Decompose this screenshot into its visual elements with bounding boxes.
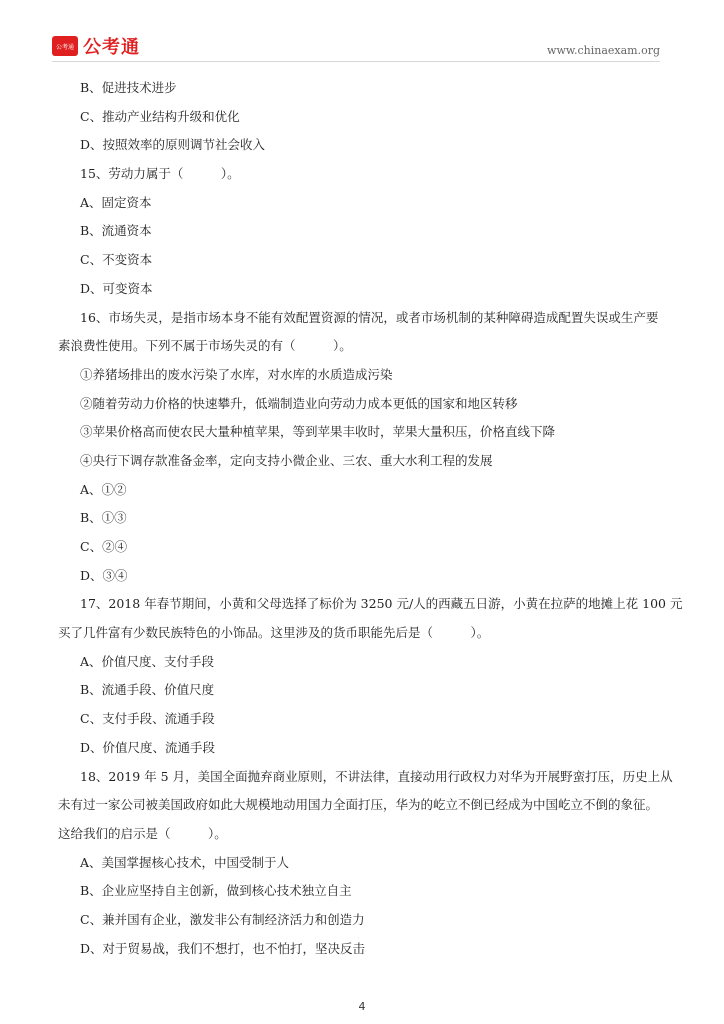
option-line: C、兼并国有企业，激发非公有制经济活力和创造力 xyxy=(80,911,365,927)
option-line: D、对于贸易战，我们不想打，也不怕打，坚决反击 xyxy=(80,940,366,956)
option-line: A、固定资本 xyxy=(80,194,152,210)
option-line: D、价值尺度、流通手段 xyxy=(80,739,216,755)
question-line: 素浪费性使用。下列不属于市场失灵的有（ ）。 xyxy=(58,338,352,354)
option-line: D、按照效率的原则调节社会收入 xyxy=(80,137,266,153)
question-line: 18、2019 年 5 月，美国全面抛弃商业原则，不讲法律，直接动用行政权力对华为开展野蛮打压，历史上从 xyxy=(80,768,673,784)
option-line: B、流通资本 xyxy=(80,223,152,239)
statement-line: ③苹果价格高而使农民大量种植苹果，等到苹果丰收时，苹果大量积压，价格直线下降 xyxy=(80,424,556,440)
site-url: www.chinaexam.org xyxy=(547,44,660,57)
statement-line: ①养猪场排出的废水污染了水库，对水库的水质造成污染 xyxy=(80,366,393,382)
document-body xyxy=(58,74,683,963)
option-line: B、①③ xyxy=(80,510,127,526)
page-number: 4 xyxy=(358,1000,366,1013)
page-header xyxy=(0,0,724,64)
option-line: C、支付手段、流通手段 xyxy=(80,711,215,727)
question-line: 买了几件富有少数民族特色的小饰品。这里涉及的货币职能先后是（ ）。 xyxy=(58,625,490,641)
statement-line: ④央行下调存款准备金率，定向支持小微企业、三农、重大水利工程的发展 xyxy=(80,452,493,468)
logo xyxy=(52,33,140,59)
logo-badge: 公考通 xyxy=(52,36,78,56)
question-line: 15、劳动力属于（ ）。 xyxy=(80,166,240,182)
option-line: C、②④ xyxy=(80,539,128,554)
option-line: B、促进技术进步 xyxy=(80,80,177,95)
option-line: D、可变资本 xyxy=(80,280,153,296)
option-line: B、企业应坚持自主创新，做到核心技术独立自主 xyxy=(80,883,352,899)
option-line: C、推动产业结构升级和优化 xyxy=(80,108,240,124)
logo-text: 公考通 xyxy=(83,37,140,58)
question-line: 16、市场失灵，是指市场本身不能有效配置资源的情况，或者市场机制的某种障碍造成配置失误或生产要 xyxy=(80,309,659,325)
option-line: C、不变资本 xyxy=(80,252,153,268)
option-line: D、③④ xyxy=(80,567,128,583)
option-line: B、流通手段、价值尺度 xyxy=(80,682,215,698)
statement-line: ②随着劳动力价格的快速攀升，低端制造业向劳动力成本更低的国家和地区转移 xyxy=(80,395,518,411)
question-line: 未有过一家公司被美国政府如此大规模地动用国力全面打压，华为的屹立不倒已经成为中国屹立不倒的象征。 xyxy=(58,797,659,813)
option-line: A、①② xyxy=(80,481,127,497)
option-line: A、美国掌握核心技术，中国受制于人 xyxy=(80,854,290,870)
option-line: A、价值尺度、支付手段 xyxy=(80,653,215,669)
question-line: 这给我们的启示是（ ）。 xyxy=(58,825,227,841)
question-line: 17、2018 年春节期间，小黄和父母选择了标价为 3250 元/人的西藏五日游，小黄在拉萨的地摊上花 100 元 xyxy=(80,596,683,612)
header-divider xyxy=(52,61,660,62)
